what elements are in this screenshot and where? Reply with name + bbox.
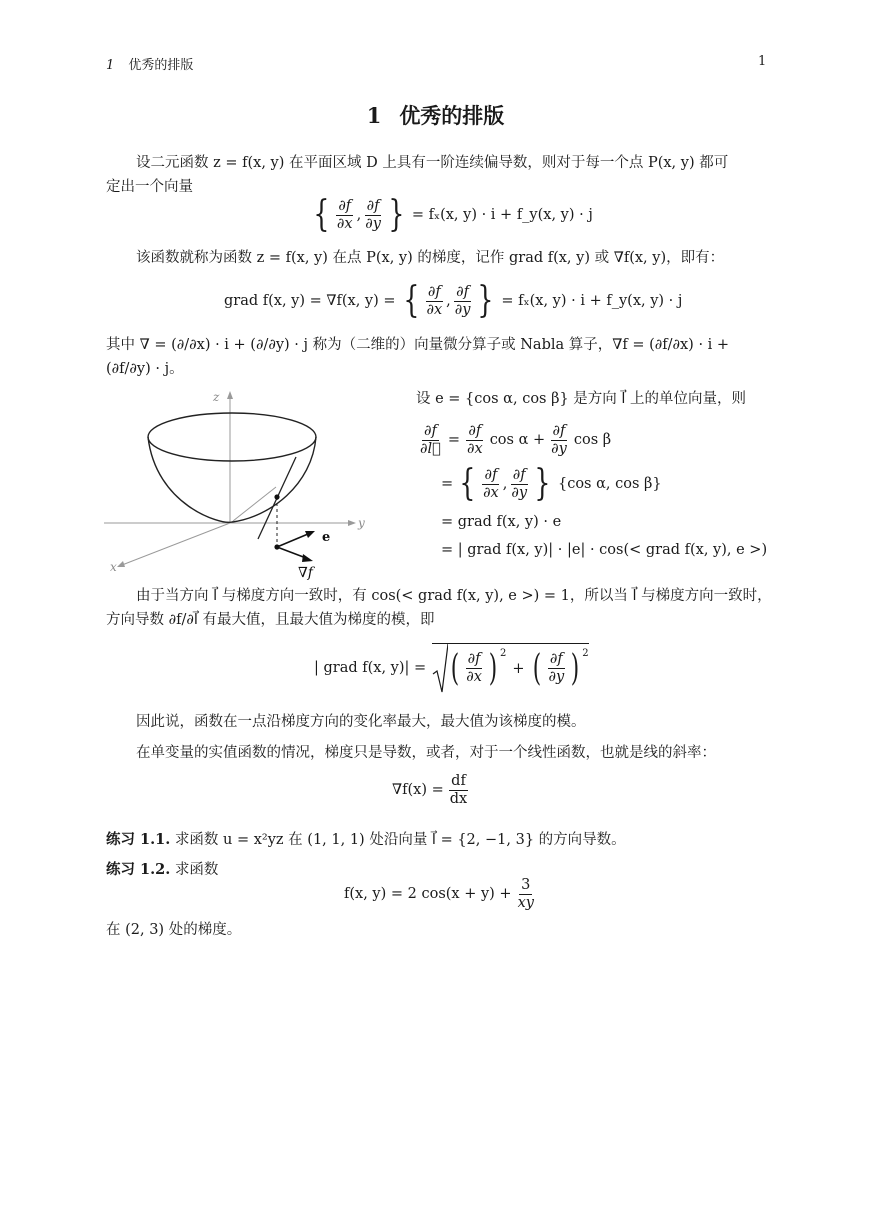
square-root: ( $\frac{\partial f}{\partial x}$ ) $^2$ + ( $\frac{\partial f}{\partial y}$ ) $^2$ [432, 643, 588, 694]
gradient-vector-arrowhead [302, 554, 313, 562]
equation-2-lhs: grad f(x, y) = ∇f(x, y) = [224, 293, 396, 309]
fraction-df-dx-total: $\frac{df}{dx}$ [449, 772, 468, 807]
side-eq1-rest: cos α + [489, 432, 546, 448]
directional-derivative-eq-1: $\frac{\partial f}{\partial l⃗}$ = $\frac{\partial f}{\partial x}$ cos α + $\frac{\partial f}{\partial y}$ cos β [420, 422, 612, 457]
running-header [106, 54, 193, 73]
unit-vector-e-arrowhead [305, 531, 315, 538]
paraboloid-rim [148, 413, 316, 461]
exercise-1-1-text: 求函数 u = x²yz 在 (1, 1, 1) 处沿向量 l⃗ = {2, −1, 3} 的方向导数。 [174, 832, 626, 848]
vector-e-label: e [322, 530, 331, 545]
exercise-1-2-equation [344, 874, 538, 914]
equation-gradient-magnitude [314, 640, 589, 696]
left-brace: { [459, 463, 476, 504]
paragraph-2: 该函数就称为函数 z = f(x, y) 在点 P(x, y) 的梯度，记作 grad f(x, y) 或 ∇f(x, y)，即有： [136, 250, 725, 266]
paragraph-1-line-1: 设二元函数 z = f(x, y) 在平面区域 D 上具有一阶连续偏导数，则对于每一个点 P(x, y) 都可 [136, 155, 729, 171]
right-brace: } [534, 463, 551, 504]
exercise-1-2-label: 练习 1.2. [106, 861, 171, 878]
header-section-title: 优秀的排版 [128, 58, 194, 73]
paragraph-1-line-2: 定出一个向量 [106, 179, 193, 195]
fraction-3-over-xy: $\frac{3}{xy}$ [517, 876, 534, 911]
exercise-1-1 [106, 827, 626, 853]
fraction-df-dy: $\frac{\partial f}{\partial y}$ [365, 197, 381, 232]
axis-z-label: z [213, 390, 220, 404]
equation-grad-definition: grad f(x, y) = ∇f(x, y) = { $\frac{\partial f}{\partial x}$ , $\frac{\partial f}{\partial y}$ } = fₓ(x, y) · i + f_y(x, y) · j [224, 280, 683, 321]
vector-grad-label: ∇f [298, 565, 313, 581]
fraction-df-dx: $\frac{\partial f}{\partial x}$ [483, 466, 499, 501]
exercise-1-2-followup: 在 (2, 3) 处的梯度。 [106, 922, 242, 938]
fraction-df-dx: $\frac{\partial f}{\partial x}$ [426, 283, 443, 318]
equation-3-lhs: | grad f(x, y)| = [314, 660, 427, 676]
y-axis-arrowhead [348, 520, 356, 526]
gradient-vector [277, 547, 306, 558]
fraction-df-dy: $\frac{\partial f}{\partial y}$ [548, 651, 565, 685]
radical-sign [432, 644, 448, 694]
exercise-1-2 [106, 857, 218, 883]
axis-x-label: x [110, 560, 117, 574]
unit-vector-e [277, 534, 308, 547]
paragraph-5: 因此说，函数在一点沿梯度方向的变化率最大，最大值为该梯度的模。 [136, 714, 586, 730]
equation-1-rhs: = fₓ(x, y) · i + f_y(x, y) · j [411, 207, 593, 223]
paraboloid-figure [100, 385, 390, 585]
equation-2-rhs: = fₓ(x, y) · i + f_y(x, y) · j [501, 293, 683, 309]
paragraph-6: 在单变量的实值函数的情况，梯度只是导数，或者，对于一个线性函数，也就是线的斜率： [136, 745, 716, 761]
axis-y-label: y [358, 516, 365, 530]
side-eq2-tail: {cos α, cos β} [557, 476, 662, 492]
paraboloid-surface [148, 437, 316, 522]
paragraph-3-line-2: (∂f/∂y) · j。 [106, 361, 184, 377]
exercise-1-2-text: 求函数 [174, 862, 219, 878]
fraction-df-dy: $\frac{\partial f}{\partial y}$ [551, 422, 567, 457]
section-number: 1 [366, 103, 382, 128]
fraction-df-dx: $\frac{\partial f}{\partial x}$ [466, 651, 482, 685]
surface-point [274, 494, 279, 499]
z-axis-arrowhead [227, 391, 233, 399]
directional-derivative-eq-2: = { $\frac{\partial f}{\partial x}$ , $\frac{\partial f}{\partial y}$ } {cos α, cos β} [441, 463, 662, 504]
equation-4-lhs: ∇f(x) = [392, 782, 444, 798]
x-axis [122, 523, 230, 565]
x-axis-arrowhead [117, 561, 125, 567]
section-title-text: 优秀的排版 [399, 103, 505, 128]
side-line-1: 设 e = {cos α, cos β} 是方向 l⃗ 上的单位向量，则 [416, 391, 747, 407]
right-brace: } [388, 194, 405, 235]
section-title [0, 100, 871, 130]
header-section-number: 1 [106, 58, 115, 73]
page-number: 1 [758, 54, 767, 69]
equation-gradient-vector: { $\frac{\partial f}{\partial x}$ , $\frac{\partial f}{\partial y}$ } = fₓ(x, y) · i + f_y(x, y) · j [313, 194, 593, 235]
side-eq1-tail: cos β [573, 432, 612, 448]
exercise-1-1-label: 练习 1.1. [106, 831, 171, 848]
right-brace: } [477, 280, 494, 321]
fraction-df-dx: $\frac{\partial f}{\partial x}$ [467, 422, 483, 457]
left-brace: { [313, 194, 330, 235]
paragraph-3-line-1: 其中 ∇ = (∂/∂x) · i + (∂/∂y) · j 称为（二维的）向量微分算子或 Nabla 算子，∇f = (∂f/∂x) · i + [106, 337, 730, 353]
fraction-df-dy: $\frac{\partial f}{\partial y}$ [454, 283, 471, 318]
fraction-df-dx: $\frac{\partial f}{\partial x}$ [336, 197, 353, 232]
equation-single-variable-gradient [392, 770, 471, 810]
exercise-1-2-eq-lhs: f(x, y) = 2 cos(x + y) + [344, 886, 512, 902]
left-brace: { [402, 280, 420, 321]
paragraph-4-line-1: 由于当方向 l⃗ 与梯度方向一致时，有 cos(< grad f(x, y), e >) = 1，所以当 l⃗ 与梯度方向一致时， [136, 588, 772, 604]
paragraph-4-line-2: 方向导数 ∂f/∂l⃗ 有最大值，且最大值为梯度的模，即 [106, 612, 435, 628]
fraction-df-dy: $\frac{\partial f}{\partial y}$ [511, 466, 528, 501]
directional-derivative-eq-3: = grad f(x, y) · e [441, 514, 562, 530]
directional-derivative-eq-4: = | grad f(x, y)| · |e| · cos(< grad f(x, y), e >) [441, 542, 768, 558]
fraction-df-dl: $\frac{\partial f}{\partial l⃗}$ [420, 422, 441, 457]
